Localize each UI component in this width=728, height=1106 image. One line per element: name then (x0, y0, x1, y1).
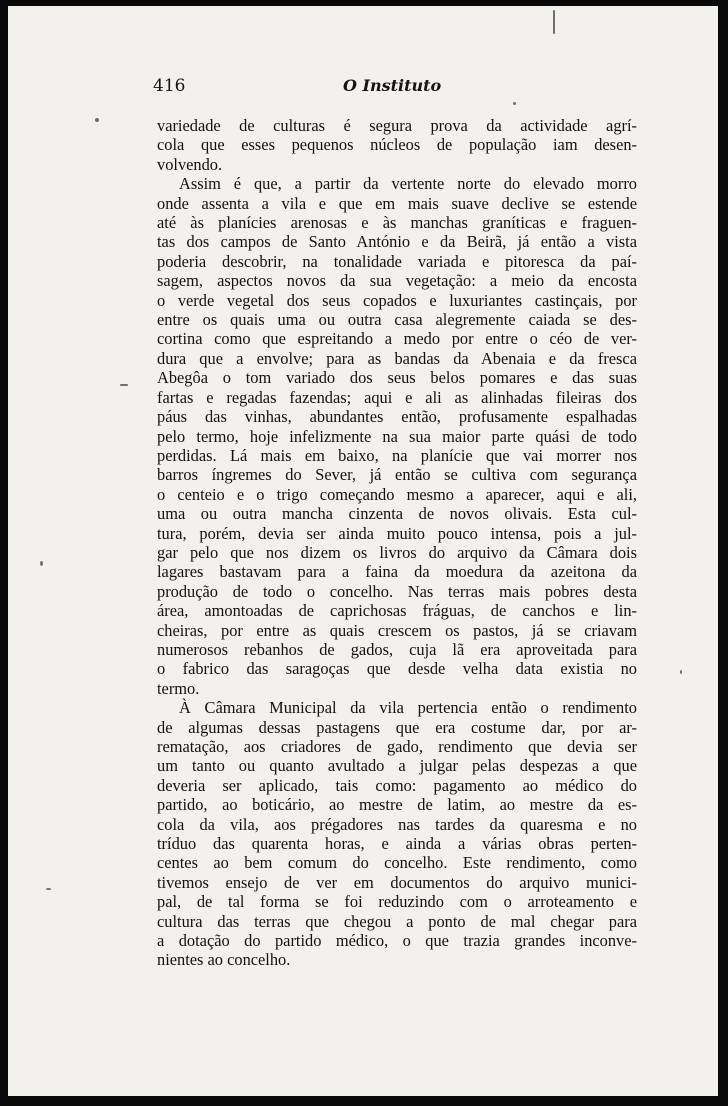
text-line: lagares bastavam para a faina da moedura da azeitona da (157, 562, 637, 582)
text-line: até às planícies arenosas e às manchas graníticas e fraguen- (157, 213, 637, 233)
text-line: numerosos rebanhos de gados, cuja lã era aproveitada para (157, 639, 637, 659)
text-line: deveria ser aplicado, tais como: pagamento ao médico do (157, 775, 637, 795)
text-line: À Câmara Municipal da vila pertencia então o rendimento (179, 698, 637, 718)
text-line: a dotação do partido médico, o que trazia grandes inconve- (157, 931, 637, 951)
text-line: pelo termo, hoje infelizmente na sua maior parte quási de todo (157, 426, 637, 446)
text-line: dura que a envolve; para as bandas da Abenaia e da fresca (157, 348, 637, 368)
text-line: tura, porém, devia ser ainda muito pouco intensa, pois a jul- (157, 523, 637, 543)
text-line: cultura das terras que chegou a ponto de mal chegar para (157, 911, 637, 931)
page-number: 416 (153, 76, 186, 96)
text-line: área, amontoadas de caprichosas fráguas, de canchos e lin- (157, 601, 637, 621)
text-line: tivemos ensejo de ver em documentos do arquivo munici- (157, 872, 637, 892)
body-text (157, 116, 637, 970)
text-line: barros íngremes do Sever, já então se cultiva com segurança (157, 465, 637, 485)
text-line: cheiras, por entre as quais crescem os pastos, já se criavam (157, 620, 637, 640)
running-title: O Instituto (343, 76, 442, 95)
text-line: páus das vinhas, abundantes então, profusamente espalhadas (157, 407, 637, 427)
text-line: cola da vila, aos prégadores nas tardes da quaresma e no (157, 814, 637, 834)
text-line: sagem, aspectos novos da sua vegetação: a meio da encosta (157, 271, 637, 291)
text-line: uma ou outra mancha cinzenta de novos olivais. Esta cul- (157, 504, 637, 524)
text-line: produção de todo o concelho. Nas terras mais pobres desta (157, 581, 637, 601)
text-line: cortina como que espreitando a medo por entre o céo de ver- (157, 329, 637, 349)
text-line: cola que esses pequenos núcleos de população iam desen- (157, 135, 637, 155)
text-line: um tanto ou quanto avultado a julgar pelas despezas a que (157, 756, 637, 776)
text-line: variedade de culturas é segura prova da actividade agrí- (157, 116, 637, 135)
text-line: fartas e regadas fazendas; aqui e ali as alinhadas fileiras dos (157, 387, 637, 407)
text-line: Abegôa o tom variado dos seus belos pomares e das suas (157, 368, 637, 388)
text-line: rematação, aos criadores de gado, rendimento que devia ser (157, 737, 637, 756)
text-line: onde assenta a vila e que em mais suave declive se estende (157, 193, 637, 213)
text-line: o fabrico das saragoças que desde velha data existia no (157, 659, 637, 679)
text-line: entre os quais uma ou outra casa alegremente caiada se des- (157, 310, 637, 330)
text-line: tríduo das quarenta horas, e ainda a várias obras perten- (157, 834, 637, 854)
text-line: perdidas. Lá mais em baixo, na planície que vai morrer nos (157, 445, 637, 465)
text-line: o centeio e o trigo começando mesmo a aparecer, aqui e ali, (157, 484, 637, 504)
text-line: gar pelo que nos dizem os livros do arquivo da Câmara dois (157, 542, 637, 562)
text-line: de algumas dessas pastagens que era costume dar, por ar- (157, 717, 637, 737)
text-line: partido, ao boticário, ao mestre de latim, ao mestre da es- (157, 795, 637, 815)
text-line: pal, de tal forma se foi reduzindo com o arroteamento e (157, 892, 637, 912)
scanned-page (8, 6, 718, 1096)
text-line: volvendo. (157, 154, 223, 174)
text-line: nientes ao concelho. (157, 950, 291, 970)
text-line: o verde vegetal dos seus copados e luxuriantes castinçais, por (157, 290, 637, 310)
text-line: Assim é que, a partir da vertente norte do elevado morro (179, 174, 637, 194)
text-line: poderia descobrir, na tonalidade variada e pitoresca da paí- (157, 251, 637, 271)
text-line: centes ao bem comum do concelho. Este rendimento, como (157, 853, 637, 873)
page-header (153, 70, 623, 100)
text-line: tas dos campos de Santo António e da Beirã, já então a vista (157, 232, 637, 252)
text-line: termo. (157, 678, 200, 698)
